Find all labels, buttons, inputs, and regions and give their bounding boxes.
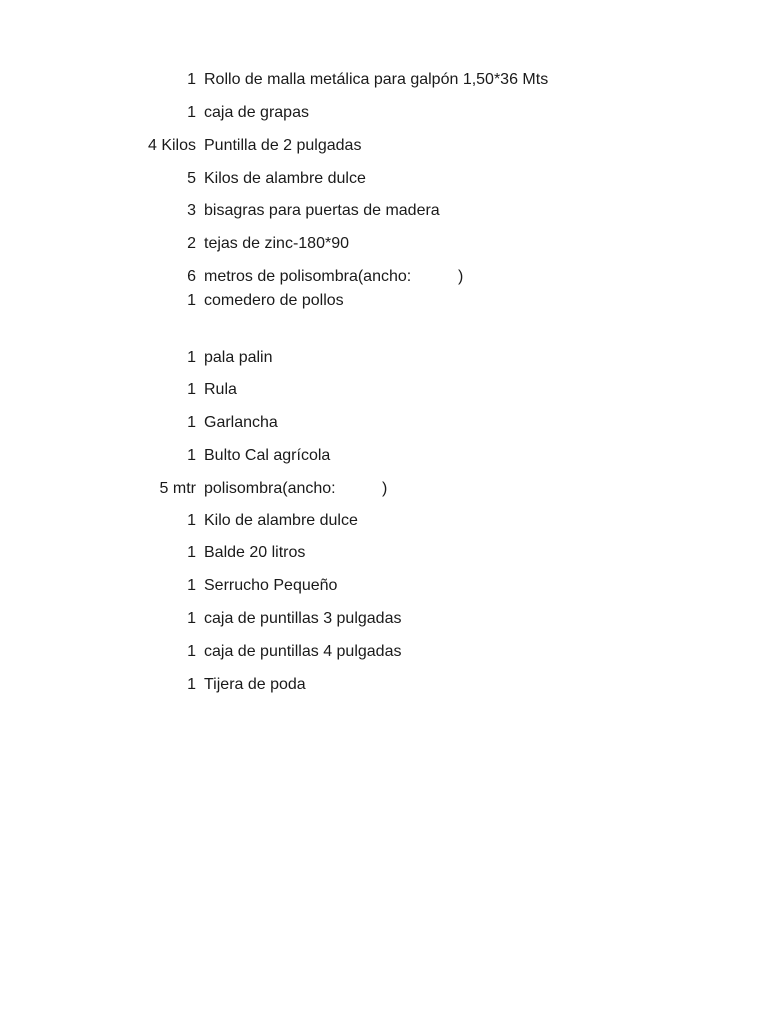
item-quantity: 1 [187, 71, 196, 88]
item-quantity: 1 [187, 610, 196, 627]
item-description-text: polisombra(ancho: [204, 480, 336, 497]
item-quantity: 1 [187, 512, 196, 529]
item-description: caja de puntillas 4 pulgadas [204, 643, 402, 660]
item-description: Rollo de malla metálica para galpón 1,50*36 Mts [204, 71, 549, 88]
item-quantity: 2 [187, 235, 196, 252]
item-description: Tijera de poda [204, 676, 306, 693]
closing-parenthesis: ) [458, 268, 464, 285]
list-item [0, 135, 700, 157]
item-description [204, 266, 464, 288]
item-quantity: 1 [187, 104, 196, 121]
list-item [0, 445, 700, 467]
item-quantity: 1 [187, 349, 196, 366]
item-description: Bulto Cal agrícola [204, 447, 331, 464]
list-item [0, 575, 700, 597]
item-description: tejas de zinc-180*90 [204, 235, 349, 252]
item-description: bisagras para puertas de madera [204, 202, 440, 219]
item-quantity: 6 [187, 268, 196, 285]
list-item [0, 102, 700, 124]
list-item [0, 379, 700, 401]
list-item [0, 233, 700, 255]
item-description: Serrucho Pequeño [204, 577, 338, 594]
list-item [0, 168, 700, 190]
item-description: comedero de pollos [204, 292, 344, 309]
item-quantity: 1 [187, 381, 196, 398]
item-quantity: 1 [187, 544, 196, 561]
list-item [0, 266, 700, 288]
closing-parenthesis: ) [382, 480, 388, 497]
list-item [0, 510, 700, 532]
item-quantity: 5 mtr [159, 480, 196, 497]
item-description: Rula [204, 381, 237, 398]
list-item [0, 347, 700, 369]
item-description: Kilo de alambre dulce [204, 512, 358, 529]
item-description: caja de puntillas 3 pulgadas [204, 610, 402, 627]
list-item [0, 290, 700, 312]
item-description: Puntilla de 2 pulgadas [204, 137, 362, 154]
list-item [0, 478, 700, 500]
item-description: caja de grapas [204, 104, 309, 121]
item-quantity: 1 [187, 292, 196, 309]
item-description: Kilos de alambre dulce [204, 170, 366, 187]
item-quantity: 1 [187, 577, 196, 594]
item-description: Garlancha [204, 414, 278, 431]
list-item [0, 200, 700, 222]
item-description: pala palin [204, 349, 273, 366]
item-quantity: 4 Kilos [147, 137, 196, 154]
item-quantity: 1 [187, 676, 196, 693]
item-description [204, 478, 388, 500]
list-item [0, 542, 700, 564]
list-item [0, 641, 700, 663]
item-quantity: 1 [187, 447, 196, 464]
item-quantity: 3 [187, 202, 196, 219]
list-item [0, 674, 700, 696]
item-quantity: 5 [187, 170, 196, 187]
list-item [0, 608, 700, 630]
item-quantity: 1 [187, 643, 196, 660]
item-description: Balde 20 litros [204, 544, 306, 561]
item-description-text: metros de polisombra(ancho: [204, 268, 412, 285]
item-quantity: 1 [187, 414, 196, 431]
list-item [0, 69, 700, 91]
list-item [0, 412, 700, 434]
